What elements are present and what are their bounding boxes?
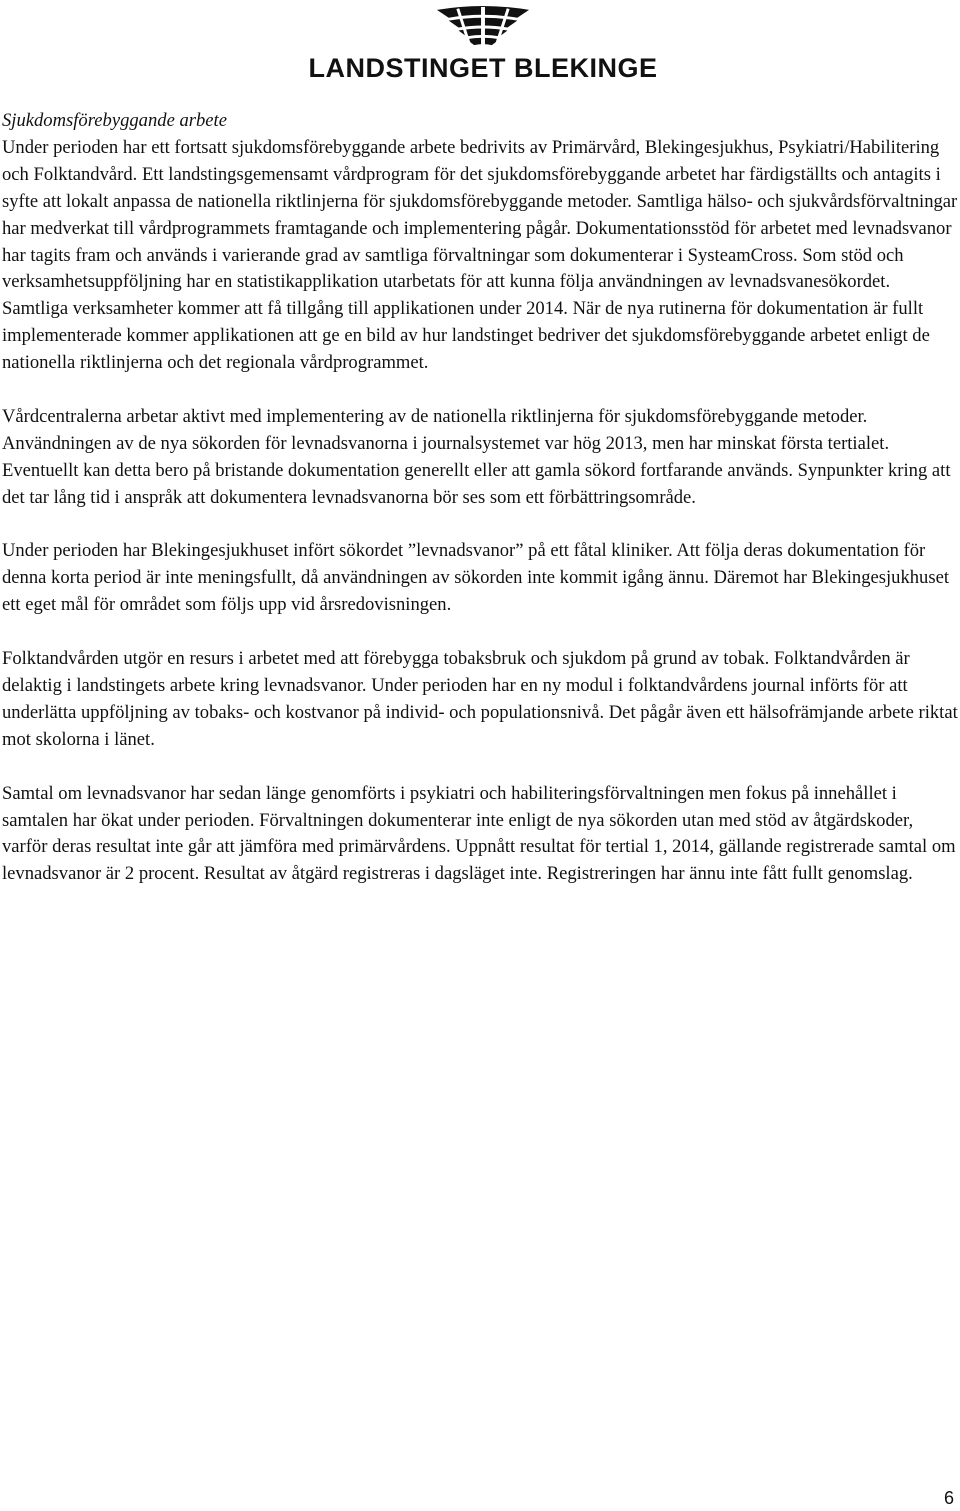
header-logo [308,4,658,84]
organization-name: LANDSTINGET BLEKINGE [308,53,658,83]
paragraph-4: Folktandvården utgör en resurs i arbetet med att förebygga tobaksbruk och sjukdom på grund av tobak. Folktandvården är delaktig i landstingets arbete kring levnadsvanor. Under perioden har en ny modul i folktandvårdens journal införts för att underlätta uppföljning av tobaks- och kostvanor på individ- och populationsnivå. Det pågår även ett hälsofrämjande arbete riktat mot skolorna i länet. [2,648,958,750]
paragraph-2: Vårdcentralerna arbetar aktivt med implementering av de nationella riktlinjerna för sjukdomsförebyggande metoder. Användningen av de nya sökorden för levnadsvanorna i journalsystemet var hög 2013, men har minskat första tertialet. Eventuellt kan detta bero på bristande dokumentation generellt eller att gamla sökord fortfarande används. Synpunkter kring att det tar lång tid i anspråk att dokumentera levnadsvanorna bör ses som ett förbättringsområde. [2,405,951,508]
document-body [2,108,958,915]
page-number: 6 [943,1488,954,1508]
section-heading: Sjukdomsförebyggande arbete [2,110,227,131]
paragraph-3: Under perioden har Blekingesjukhuset infört sökordet ”levnadsvanor” på ett fåtal kliniker. Att följa deras dokumentation för denna korta period är inte meningsfullt, då användningen av sökorden inte kommit igång ännu. Däremot har Blekingesjukhuset ett eget mål för området som följs upp vid årsredovisningen. [2,540,950,616]
paragraph-1: Under perioden har ett fortsatt sjukdomsförebyggande arbete bedrivits av Primärvård, Blekingesjukhus, Psykiatri/Habilitering och Folktandvård. Ett landstingsgemensamt vårdprogram för det sjukdomsförebyggande arbetet har färdigställts och antagits i syfte att lokalt anpassa de nationella riktlinjerna för sjukdomsförebyggande metoder. Samtliga hälso- och sjukvårdsförvaltningar har medverkat till vårdprogrammets framtagande och implementering pågår. Dokumentationsstöd för arbetet med levnadsvanor har tagits fram och används i varierande grad av samtliga förvaltningar som dokumenterar i SysteamCross. Som stöd och verksamhetsuppföljning har en statistikapplikation utarbetats för att kunna följa användningen av levnadsvanesökordet. Samtliga verksamheter kommer att få tillgång till applikationen under 2014. När de nya rutinerna för dokumentation är fullt implementerade kommer applikationen att ge en bild av hur landstinget bedriver det sjukdomsförebyggande arbetet enligt de nationella riktlinjerna och det regionala vårdprogrammet. [2,136,958,374]
paragraph-5: Samtal om levnadsvanor har sedan länge genomförts i psykiatri och habiliteringsförvaltningen men fokus på innehållet i samtalen har ökat under perioden. Förvaltningen dokumenterar inte enligt de nya sökorden utan med stöd av åtgärdskoder, varför deras resultat inte går att jämföra med primärvårdens. Uppnått resultat för tertial 1, 2014, gällande registrerade samtal om levnadsvanor är 2 procent. Resultat av åtgärd registreras i dagsläget inte. Registreringen har ännu inte fått fullt genomslag. [2,782,956,885]
ship-emblem-icon [428,4,538,53]
